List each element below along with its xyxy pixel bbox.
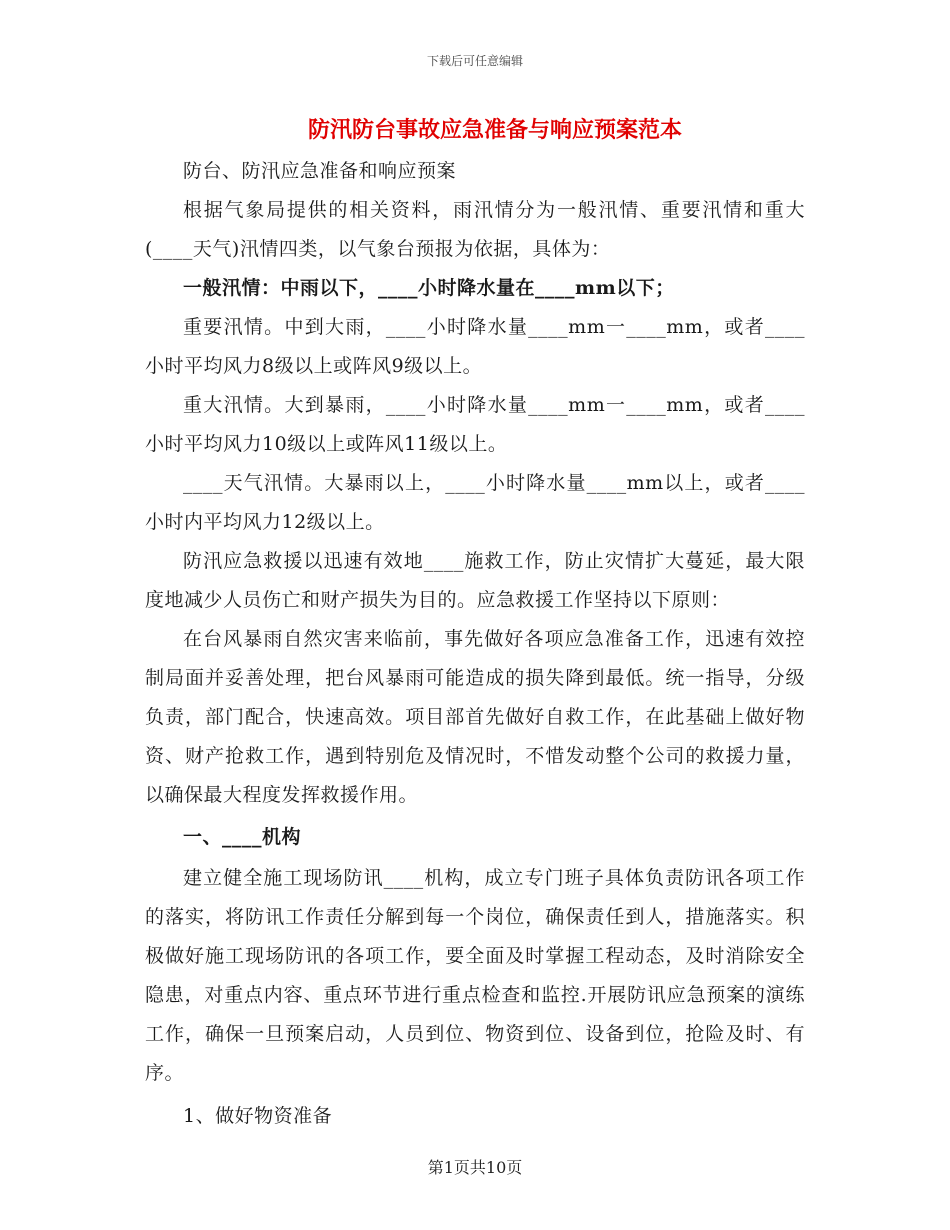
paragraph-plan-name: 防台、防汛应急准备和响应预案: [183, 160, 457, 182]
paragraph-principles: 在台风暴雨自然灾害来临前，事先做好各项应急准备工作，迅速有效控制局面并妥善处理，把台风暴雨可能造成的损失降到最低。统一指导，分级负责，部门配合，快速高效。项目部首先做好自救工作，在此基础上做好物资、财产抢救工作，遇到特别危及情况时，不惜发动整个公司的救援力量，以确保最大程度发挥救援作用。: [145, 628, 805, 806]
paragraph-weather-flood: ____天气汛情。大暴雨以上，____小时降水量____mm以上，或者____小时内平均风力12级以上。: [145, 472, 805, 533]
page-header-note: 下载后可任意编辑: [426, 54, 523, 68]
document-title: 防汛防台事故应急准备与响应预案范本: [307, 117, 682, 143]
paragraph-major-flood: 重大汛情。大到暴雨，____小时降水量____mm一____mm，或者____小时平均风力10级以上或阵风11级以上。: [145, 394, 805, 455]
page-number: 第1页共10页: [427, 1158, 523, 1177]
paragraph-organization: 建立健全施工现场防讯____机构，成立专门班子具体负责防讯各项工作的落实，将防讯工作责任分解到每一个岗位，确保责任到人，措施落实。积极做好施工现场防讯的各项工作，要全面及时掌握工程动态，及时消除安全隐患，对重点内容、重点环节进行重点检查和监控.开展防讯应急预案的演练工作，确保一旦预案启动，人员到位、物资到位、设备到位，抢险及时、有序。: [145, 867, 805, 1084]
paragraph-general-flood: 一般汛情：中雨以下，____小时降水量在____mm以下；: [183, 277, 675, 299]
document-body: [145, 108, 805, 1139]
paragraph-intro: 根据气象局提供的相关资料，雨汛情分为一般汛情、重要汛情和重大(____天气)汛情四类，以气象台预报为依据，具体为：: [145, 199, 805, 260]
paragraph-rescue-goal: 防汛应急救援以迅速有效地____施救工作，防止灾情扩大蔓延，最大限度地减少人员伤亡和财产损失为目的。应急救援工作坚持以下原则：: [145, 550, 805, 611]
section-heading-organization: 一、____机构: [183, 826, 302, 848]
item-material-preparation: 1、做好物资准备: [183, 1105, 333, 1127]
paragraph-important-flood: 重要汛情。中到大雨，____小时降水量____mm一____mm，或者____小时平均风力8级以上或阵风9级以上。: [145, 316, 805, 377]
